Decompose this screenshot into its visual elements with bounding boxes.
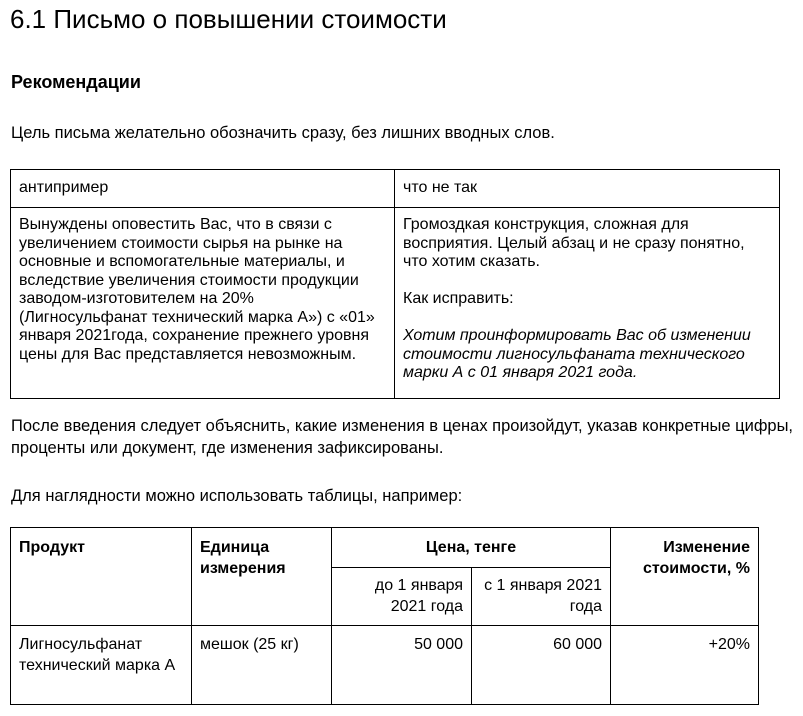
antiexample-text: Вынуждены оповестить Вас, что в связи с увеличением стоимости сырья на рынке на основные и вспомогательные материалы, и вследствие увеличения стоимости продукции заводом-изготовителем на 20% (Лигносульфанат технический марка А») с «01» января 2021года, сохранение прежнего уровня цены для Вас представляется невозможным. — [11, 208, 395, 399]
cell-product: Лигносульфанат технический марка А — [11, 626, 192, 705]
intro-paragraph: Цель письма желательно обозначить сразу, без лишних вводных слов. — [11, 124, 555, 142]
header-price: Цена, тенге — [332, 528, 611, 568]
header-change: Изменение стоимости, % — [611, 528, 759, 626]
cell-unit: мешок (25 кг) — [192, 626, 332, 705]
cell-after: 60 000 — [472, 626, 611, 705]
table-header-row — [11, 170, 780, 208]
cell-before: 50 000 — [332, 626, 472, 705]
header-unit: Единица измерения — [192, 528, 332, 626]
header-product: Продукт — [11, 528, 192, 626]
section-heading: Рекомендации — [11, 72, 141, 92]
table-row — [11, 626, 759, 705]
table-header-row — [11, 528, 759, 568]
header-before: до 1 января 2021 года — [332, 568, 472, 626]
header-problem: что не так — [395, 170, 780, 208]
problem-cell — [395, 208, 780, 399]
tables-paragraph: Для наглядности можно использовать таблицы, например: — [11, 487, 463, 505]
page-title: 6.1 Письмо о повышении стоимости — [10, 4, 447, 34]
fix-text: Хотим проинформировать Вас об изменении стоимости лигносульфаната технического марки А с 01 января 2021 года. — [403, 327, 751, 381]
cell-change: +20% — [611, 626, 759, 705]
header-after: с 1 января 2021 года — [472, 568, 611, 626]
price-table — [10, 527, 759, 705]
header-antiexample: антипример — [11, 170, 395, 208]
table-row — [11, 208, 780, 399]
explanation-paragraph: После введения следует объяснить, какие изменения в ценах произойдут, указав конкретные цифры, проценты или документ, где изменения зафиксированы. — [11, 417, 794, 457]
fix-label: Как исправить: — [403, 290, 514, 307]
antiexample-table — [10, 169, 780, 399]
problem-text: Громоздкая конструкция, сложная для восприятия. Целый абзац и не сразу понятно, что хотим сказать. — [403, 216, 745, 270]
